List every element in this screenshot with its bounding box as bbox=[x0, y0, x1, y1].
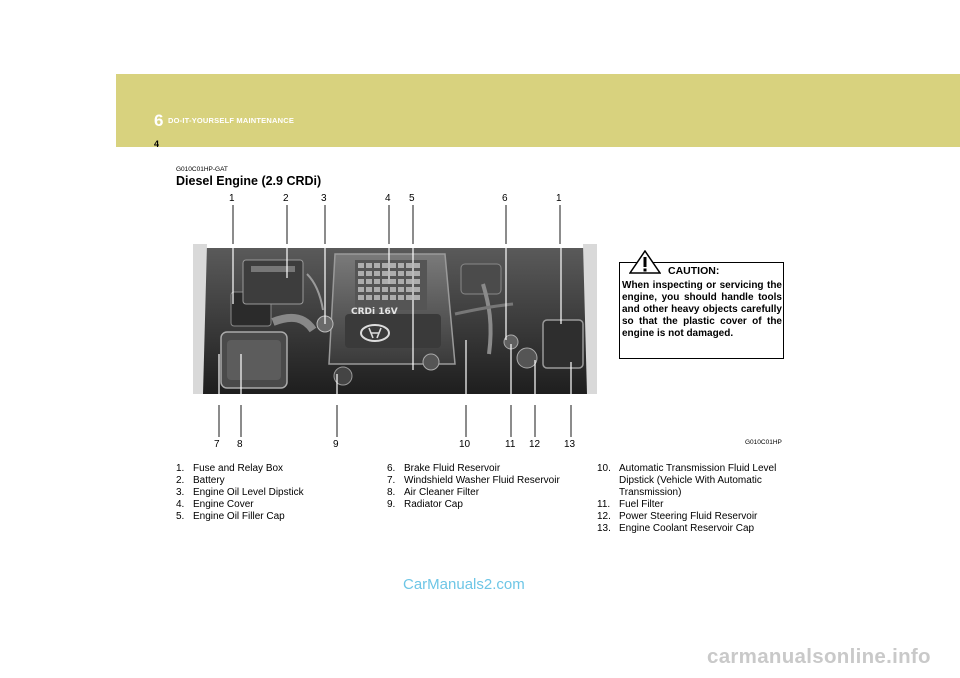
list-item: 8. Air Cleaner Filter bbox=[387, 487, 480, 498]
legend-column-3 bbox=[597, 463, 785, 535]
legend-column-2 bbox=[387, 463, 579, 511]
list-item: 10. Automatic Transmission Fluid Level Dipstick (Vehicle With Automatic Transmission) bbox=[597, 463, 777, 498]
callout-number: 6 bbox=[502, 193, 508, 204]
callout-number: 2 bbox=[283, 193, 289, 204]
page-number: 4 bbox=[154, 139, 160, 149]
legend-column-1 bbox=[176, 463, 336, 523]
caution-text: When inspecting or servicing the engine, you should handle tools and other heavy objects carefully so that the plastic cover of the engine is not damaged. bbox=[622, 280, 782, 339]
warning-triangle-icon bbox=[629, 250, 661, 274]
callout-number: 5 bbox=[409, 193, 415, 204]
callout-number: 1 bbox=[229, 193, 235, 204]
callout-number: 8 bbox=[237, 439, 243, 450]
callout-number: 10 bbox=[459, 439, 471, 450]
photo-code: G010C01HP bbox=[745, 439, 782, 446]
callout-number: 12 bbox=[529, 439, 541, 450]
list-item: 12. Power Steering Fluid Reservoir bbox=[597, 511, 758, 522]
list-item: 2. Battery bbox=[176, 475, 225, 486]
callout-number: 11 bbox=[505, 439, 516, 450]
list-item: 5. Engine Oil Filler Cap bbox=[176, 511, 285, 522]
list-item: 9. Radiator Cap bbox=[387, 499, 463, 510]
list-item: 4. Engine Cover bbox=[176, 499, 254, 510]
chapter-title: DO-IT-YOURSELF MAINTENANCE bbox=[168, 116, 295, 125]
watermark-link[interactable]: CarManuals2.com bbox=[403, 576, 525, 593]
footer-site-watermark: carmanualsonline.info bbox=[707, 645, 931, 668]
callout-number: 13 bbox=[564, 439, 576, 450]
callout-number: 9 bbox=[333, 439, 339, 450]
callout-number: 1 bbox=[556, 193, 562, 204]
list-item: 13. Engine Coolant Reservoir Cap bbox=[597, 523, 755, 534]
section-title: Diesel Engine (2.9 CRDi) bbox=[176, 174, 322, 188]
engine-badge: CRDi 16V bbox=[351, 307, 398, 317]
chapter-number: 6 bbox=[154, 111, 164, 130]
callout-number: 7 bbox=[214, 439, 220, 450]
list-item: 7. Windshield Washer Fluid Reservoir bbox=[387, 475, 560, 486]
list-item: 3. Engine Oil Level Dipstick bbox=[176, 487, 304, 498]
list-item: 11. Fuel Filter bbox=[597, 499, 664, 510]
caution-title: CAUTION: bbox=[668, 265, 720, 277]
list-item: 1. Fuse and Relay Box bbox=[176, 463, 284, 474]
callout-number: 4 bbox=[385, 193, 391, 204]
callout-number: 3 bbox=[321, 193, 327, 204]
list-item: 6. Brake Fluid Reservoir bbox=[387, 463, 501, 474]
section-code: G010C01HP-GAT bbox=[176, 166, 228, 173]
